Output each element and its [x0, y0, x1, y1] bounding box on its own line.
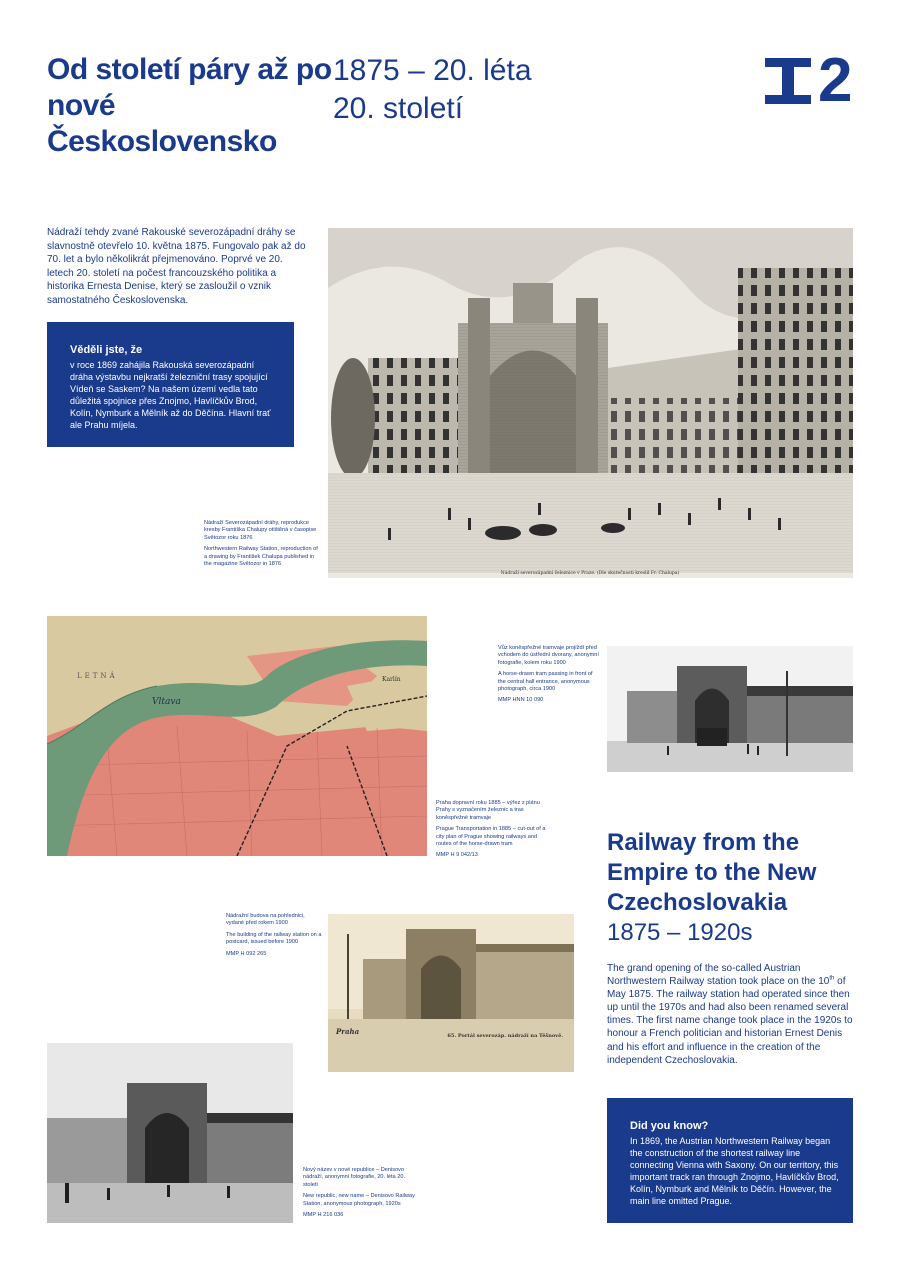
tram-photo-image: [607, 646, 853, 772]
period-cz-line1: 1875 – 20. léta: [333, 54, 532, 87]
caption-engraving-cz: Nádraží Severozápadní dráhy, reprodukce kresby Františka Chalupy otištěná v časopise Světozor roku 1876: [204, 520, 317, 541]
page-title-en: Railway from the Empire to the New Czechoslovakia: [607, 829, 817, 916]
caption-postcard-cz: Nádražní budova na pohlednici, vydané před rokem 1900: [226, 913, 305, 927]
prague-map-image: [47, 616, 427, 856]
station-engraving-image: [328, 228, 853, 578]
map-label-river: Vltava: [152, 697, 181, 707]
intro-text-en: [607, 962, 857, 1067]
did-you-know-body-en: In 1869, the Austrian Northwestern Railway began the construction of the shortest railway line connecting Vienna with Saxony. On our territory, this important track ran through Znojmo, Havlíčkův Brod, Kolín, Nymburk and Mělník to Děčín. However, the main line omitted Prague.: [630, 1136, 839, 1206]
postcard-city: Praha: [336, 1027, 360, 1036]
period-cz-line2: 20. století: [333, 92, 464, 125]
intro-text-en-part1: The grand opening of the so-called Austrian Northwestern Railway station took place on the 10: [607, 963, 830, 988]
intro-text-en-sup: th: [829, 975, 835, 982]
intro-text-cz: Nádraží tehdy zvané Rakouské severozápadní dráhy se slavnostně otevřelo 10. května 1875. Fungovalo pak až do 70. let a bylo několikrát přejmenováno. Poprvé ve 20. letech 20. století na počest francouzského politika a historika Ernesta Denise, který se zasloužil o vznik samostatného Československa.: [47, 227, 306, 306]
caption-republic: [303, 1167, 415, 1223]
caption-map: [436, 800, 548, 864]
republic-photo-image: [47, 1043, 293, 1223]
did-you-know-box-cz: [47, 322, 294, 447]
caption-postcard-ref: MMP H 092 265: [226, 950, 267, 957]
map-label-letna: LETNÁ: [77, 672, 118, 680]
engraving-inscription: Nádraží severozápadní železnice v Praze. (Dle skutečnosti kreslil Fr. Chalupa): [500, 571, 680, 576]
caption-postcard: [226, 913, 322, 962]
did-you-know-title-cz: Věděli jste, že: [70, 344, 143, 356]
caption-republic-en: New republic, new name – Denisovo Railway Station, anonymous photograph, 1920s: [303, 1193, 415, 1207]
rail-logo-icon: [765, 58, 813, 104]
caption-tram: [498, 645, 600, 709]
caption-map-cz: Praha dopravní roku 1885 – výřez z plánu Prahy s vyznačením železnic a tras koněspřežné tramvaje: [436, 800, 540, 821]
map-label-karlin: Karlín: [382, 676, 401, 683]
postcard-inscription: 65. Portál severozáp. nádraží na Těšnově.: [447, 1033, 563, 1039]
panel-number: 2: [818, 46, 857, 115]
caption-republic-cz: Nový název v nové republice – Denisovo nádraží, anonymní fotografie, 20. léta 20. století: [303, 1167, 405, 1188]
caption-postcard-en: The building of the railway station on a postcard, issued before 1900: [226, 931, 322, 946]
caption-republic-ref: MMP H 216 036: [303, 1212, 344, 1219]
postcard-image: [328, 914, 574, 1072]
caption-engraving-en: Northwestern Railway Station, reproduction of a drawing by František Chalupa published in the magazine Světozor in 1876: [204, 546, 318, 568]
did-you-know-title-en: Did you know?: [630, 1120, 709, 1132]
period-cz: [333, 52, 633, 128]
intro-text-en-part2: of May 1875. The railway station had operated since then up until the 1970s and had also been renamed several times. The first name change took place in the 1920s to honour a French politician and historian Ernest Denis and his effort and influence in the creation of the independent Czechoslovakia.: [607, 976, 853, 1066]
caption-tram-ref: MMP HNN 10 090: [498, 697, 544, 704]
caption-map-ref: MMP H 9 042/13: [436, 852, 478, 859]
page-title-cz: Od století páry až po nové Československo: [47, 53, 332, 158]
caption-engraving: [204, 520, 322, 572]
caption-map-en: Prague Transportation in 1885 – cut-out of a city plan of Prague showing railways and routes of the horse-drawn tram: [436, 826, 546, 848]
caption-tram-en: A horse-drawn tram passing in front of the central hall entrance, anonymous photograph, circa 1900: [498, 671, 593, 693]
period-en: 1875 – 1920s: [607, 919, 753, 946]
did-you-know-box-en: [607, 1098, 853, 1223]
caption-tram-cz: Vůz koněspřežné tramvaje projíždí před vchodem do ústřední dvorany, anonymní fotografie, kolem roku 1900: [498, 645, 599, 666]
did-you-know-body-cz: v roce 1869 zahájila Rakouská severozápadní dráha výstavbu nejkratší železniční trasy spojující Vídeň se Saskem? Na našem území vedla tato důležitá spojnice přes Znojmo, Havlíčkův Brod, Kolín, Nymburk a Mělník až do Děčína. Hlavní trať ale Prahu míjela.: [70, 360, 271, 430]
